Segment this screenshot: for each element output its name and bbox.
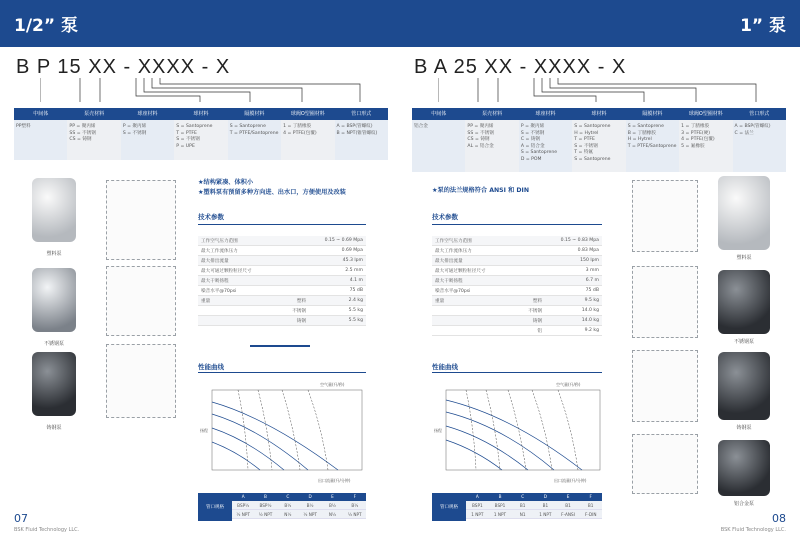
pump-drawing-5 — [632, 266, 698, 338]
pump-photo-plastic — [718, 176, 770, 250]
spec-table-left: 工作空气压力范围 0.15 ~ 0.69 Mpa 最大工作流体压力 0.69 Mpa 最大排出流量 45.3 lpm 最大可通过颗粒粒径尺寸 2.5 mm 最大干吸扬程 4.1 m 噪音水平@70psi 75 dB 重量 塑料 2.4 kg 不锈钢 5.5 kg 铸钢 5.5 kg — [198, 236, 366, 326]
pump-photo-steel — [718, 270, 770, 334]
pump-photo-plastic — [32, 178, 76, 242]
header-bar — [0, 0, 800, 47]
port-table-right: 管口规格 A B C D E F BSP1 BSP1 B1 B1 B1 B1 1 NPT 1 NPT N1 1 NPT F-ANSI F-DIN — [432, 493, 602, 521]
option-header-left: 中间体 泵壳材料 球座材料 球材料 隔膜材料 球阀O型圈材料 管口形式 — [14, 108, 388, 120]
pump-drawing-6 — [632, 350, 698, 422]
page-number-right: 08 — [772, 512, 786, 525]
pump-photo-steel — [32, 268, 76, 332]
model-connector-lines-left — [40, 76, 370, 110]
caption-cast: 铸钢泵 — [736, 425, 752, 431]
curve-title-right: 性能曲线 — [432, 363, 458, 371]
model-code-right: B A 25 XX - XXXX - X — [414, 56, 627, 78]
curve-air-label: 空气量(升/秒) — [320, 382, 345, 387]
curve-y-label: 扬程 — [434, 428, 442, 433]
model-connector-lines-right — [438, 76, 778, 110]
caption-plastic: 塑料泵 — [736, 255, 752, 261]
pump-photo-aluminum — [718, 440, 770, 496]
option-table-left: PP塑料 PP = 聚丙烯 SS = 不锈钢 CS = 铸钢 P = 聚丙烯 S = 不锈钢 S = Santoprene T = PTFE S = 不锈钢 P = UPE S = Santoprene T = PTFE/Santoprene 1 = 丁腈橡胶 4 = PTFE(包覆) A = BSP(管螺纹) B = NPT(锥管螺纹) — [14, 120, 388, 160]
spec-title-left: 技术参数 — [198, 213, 224, 221]
divider — [198, 224, 366, 225]
curve-air-label: 空气量(升/秒) — [556, 382, 581, 387]
pump-photo-cast — [32, 352, 76, 416]
divider — [250, 345, 310, 347]
footer-left: BSK Fluid Technology LLC. — [14, 527, 80, 533]
pump-photo-cast — [718, 352, 770, 420]
page-title-right: 1” 泵 — [740, 16, 786, 36]
performance-curve-left — [198, 378, 370, 486]
caption-plastic: 塑料泵 — [46, 251, 62, 257]
pump-drawing-3 — [106, 344, 176, 418]
divider — [432, 372, 602, 373]
spec-title-right: 技术参数 — [432, 213, 458, 221]
divider — [432, 224, 602, 225]
pump-drawing-1 — [106, 180, 176, 260]
curve-x-label: 出口流量(升/分钟) — [554, 478, 587, 483]
page-number-left: 07 — [14, 512, 28, 525]
divider — [198, 372, 366, 373]
page-title-left: 1/2” 泵 — [14, 16, 78, 36]
option-header-right: 中间体 泵壳材料 球座材料 球材料 隔膜材料 球阀O型圈材料 管口形式 — [412, 108, 786, 120]
spec-table-right: 工作空气压力范围 0.15 ~ 0.83 Mpa 最大工作流体压力 0.83 Mpa 最大排出流量 150 lpm 最大可通过颗粒粒径尺寸 3 mm 最大干吸扬程 6.7 m 噪音水平@70psi 75 dB 重量 塑料 9.5 kg 不锈钢 14.0 kg 铸钢 14.0 kg 铝 9.2 kg — [432, 236, 602, 336]
curve-y-label: 扬程 — [200, 428, 208, 433]
curve-title-left: 性能曲线 — [198, 363, 224, 371]
model-code-left: B P 15 XX - XXXX - X — [16, 56, 231, 78]
option-table-right: 铝合金 PP = 聚丙烯 SS = 不锈钢 CS = 铸钢 AL = 铝合金 P = 聚丙烯 S = 不锈钢 C = 铸钢 A = 铝合金 S = Santoprene D = POM S = Santoprene H = Hytrel T = PTFE S = 不锈钢 T = 特氟 S = Santoprene S = Santoprene B = 丁腈橡胶 H = Hytrel T = PTFE/Santoprene 1 = 丁腈橡胶 3 = PTFE(硬) 4 = PTFE(包覆) 5 = 氟橡胶 A = BSP(管螺纹) C = 法兰 — [412, 120, 786, 172]
caption-steel: 不锈钢泵 — [733, 339, 754, 345]
pump-drawing-7 — [632, 434, 698, 494]
caption-cast: 铸钢泵 — [46, 425, 62, 431]
port-table-left: 管口规格 A B C D E F BSP½ BSP½ B½ B½ B½ B½ ½ NPT ½ NPT N½ ½ NPT N½ ½ NPT — [198, 493, 366, 521]
caption-aluminum: 铝合金泵 — [733, 501, 754, 507]
features-left: ★结构紧凑、体积小 ★塑料泵有预留多种方向进、出水口，方便使用及改装 — [198, 179, 346, 196]
pump-drawing-4 — [632, 180, 698, 252]
curve-x-label: 出口流量(升/分钟) — [318, 478, 351, 483]
features-right: ★泵的法兰规格符合 ANSI 和 DIN — [432, 187, 530, 194]
caption-steel: 不锈钢泵 — [43, 341, 64, 347]
performance-curve-right — [432, 378, 606, 486]
pump-drawing-2 — [106, 266, 176, 336]
footer-right: BSK Fluid Technology LLC. — [720, 527, 786, 533]
